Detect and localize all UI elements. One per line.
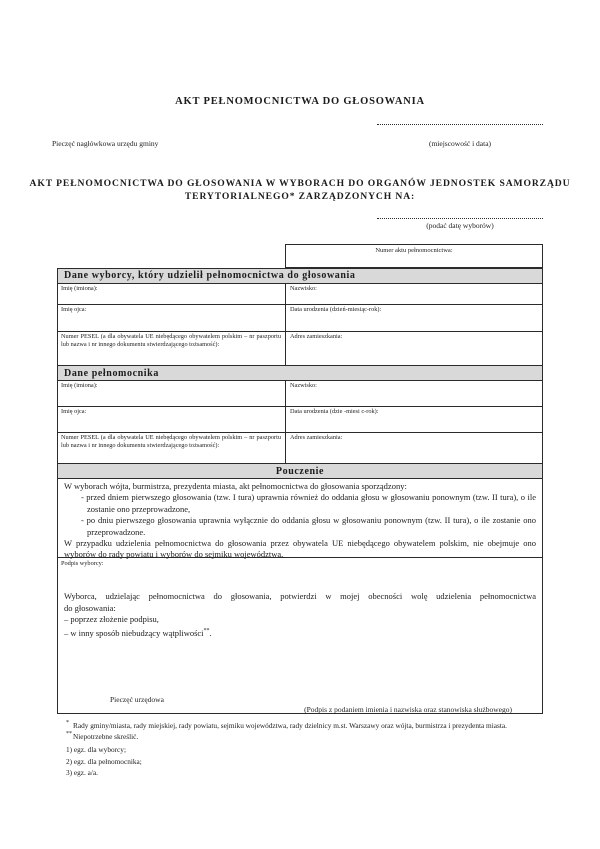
notice-bullet-2: - po dniu pierwszego głosowania uprawnia wyłącznie do oddania głosu w głosowaniu ponownym (tzw. II tura), o ile zostanie ono przeprowadzone.	[81, 515, 536, 537]
statement-line-1: Wyborca, udzielając pełnomocnictwa do głosowania, potwierdzi w mojej obecności wolę udzielenia pełnomocnictwa	[64, 591, 536, 601]
act-number-box	[285, 244, 543, 268]
proxy-last-name-field	[286, 381, 542, 406]
voter-address-field	[286, 332, 542, 365]
place-date-caption: (miejscowość i data)	[428, 139, 492, 148]
voter-pesel-address-row	[58, 331, 542, 365]
copy-note-1: 1) egz. dla wyborcy;	[66, 745, 126, 754]
copy-note-3: 3) egz. a/a.	[66, 768, 99, 777]
subtitle-line-2: TERYTORIALNEGO* ZARZĄDZONYCH NA:	[184, 191, 416, 202]
official-signature-caption: (Podpis z podaniem imienia i nazwiska oraz stanowiska służbowego)	[304, 705, 512, 714]
proxy-pesel-address-row	[58, 432, 542, 463]
copy-note-2: 2) egz. dla pełnomocnika;	[66, 756, 142, 766]
election-date-fill-line	[377, 211, 543, 219]
signature-section	[57, 557, 543, 714]
footnotes	[64, 721, 550, 780]
voter-birth-date-field	[286, 305, 542, 331]
proxy-first-name-field	[58, 381, 286, 406]
notice-intro: W wyborach wójta, burmistrza, prezydenta miasta, akt pełnomocnictwa do głosowania sporządzony:	[64, 481, 407, 491]
footnote-asterisk: * Rady gminy/miasta, rady miejskiej, rady powiatu, sejmiku województwa, rady dzielnicy m.st. Warszawy oraz wójta, burmistrza i prezydenta miasta.	[66, 720, 507, 730]
proxy-pesel-field	[58, 433, 286, 463]
proxy-birth-date-label: Data urodzenia (dzie -miesi c-rok):	[290, 408, 379, 415]
proxy-father-name-field	[58, 407, 286, 432]
voter-birth-date-label: Data urodzenia (dzień-miesiąc-rok):	[290, 306, 382, 313]
official-stamp-label: Pieczęć urzędowa	[110, 695, 164, 704]
double-asterisk-marker: **	[66, 731, 72, 737]
proxy-address-label: Adres zamieszkania:	[290, 434, 343, 441]
voter-name-row	[58, 283, 542, 304]
voter-first-name-field	[58, 284, 286, 304]
statement-option-signature: – poprzez złożenie podpisu,	[64, 614, 159, 624]
voter-last-name-label: Nazwisko:	[290, 285, 317, 292]
election-date-caption: (podać datę wyborów)	[426, 221, 494, 230]
footnote-double-asterisk: ** Niepotrzebne skreślić.	[66, 731, 139, 741]
document-subtitle	[0, 177, 600, 203]
proxy-address-field	[286, 433, 542, 463]
signature-statement	[58, 591, 542, 639]
proxy-pesel-label: Numer PESEL (a dla obywatela UE niebędącego obywatelem polskim – nr paszportu lub nazwa i nr innego dokumentu stwierdzającego tożsamość):	[61, 434, 281, 449]
voter-pesel-field	[58, 332, 286, 365]
document-title: AKT PEŁNOMOCNICTWA DO GŁOSOWANIA	[175, 96, 425, 107]
proxy-father-birth-row	[58, 406, 542, 432]
proxy-name-row	[58, 380, 542, 406]
notice-body	[58, 478, 542, 560]
proxy-birth-date-field	[286, 407, 542, 432]
municipality-stamp-label: Pieczęć nagłówkowa urzędu gminy	[52, 139, 159, 148]
act-number-label: Numer aktu pełnomocnictwa:	[375, 247, 453, 254]
subtitle-line-1: AKT PEŁNOMOCNICTWA DO GŁOSOWANIA W WYBORACH DO ORGANÓW JEDNOSTEK SAMORZĄDU	[29, 178, 571, 189]
voter-first-name-label: Imię (imiona):	[61, 285, 98, 292]
voter-pesel-label: Numer PESEL (a dla obywatela UE niebędącego obywatelem polskim – nr paszportu lub nazwa i nr innego dokumentu stwierdzającego tożsamość):	[61, 333, 281, 348]
statement-line-2: do głosowania:	[64, 602, 116, 613]
notice-section-header: Pouczenie	[58, 463, 542, 478]
asterisk-marker: *	[66, 720, 69, 726]
notice-outro: W przypadku udzielenia pełnomocnictwa do głosowania przez obywatela UE niebędącego obywatelem polskim, nie obejmuje ono wyborów do rady powiatu i wyborów do sejmiku województwa.	[64, 538, 536, 560]
voter-father-birth-row	[58, 304, 542, 331]
proxy-last-name-label: Nazwisko:	[290, 382, 317, 389]
notice-bullet-1: - przed dniem pierwszego głosowania (tzw. I tura) uprawnia również do oddania głosu w głosowaniu ponownym (tzw. II tura), o ile zostanie ono przeprowadzone,	[81, 492, 536, 514]
voter-father-name-field	[58, 305, 286, 331]
statement-option-other: – w inny sposób niebudzący wątpliwości**.	[64, 627, 212, 638]
proxy-first-name-label: Imię (imiona):	[61, 382, 98, 389]
proxy-father-name-label: Imię ojca:	[61, 408, 87, 415]
double-asterisk-marker: **	[203, 627, 210, 634]
proxy-form-table	[57, 268, 543, 558]
proxy-section-header: Dane pełnomocnika	[58, 365, 542, 380]
voter-section-header: Dane wyborcy, który udzielił pełnomocnictwa do głosowania	[58, 269, 542, 283]
voter-last-name-field	[286, 284, 542, 304]
voter-signature-label: Podpis wyborcy:	[61, 560, 104, 567]
voter-father-name-label: Imię ojca:	[61, 306, 87, 313]
place-date-fill-line	[377, 117, 543, 125]
voter-address-label: Adres zamieszkania:	[290, 333, 343, 340]
